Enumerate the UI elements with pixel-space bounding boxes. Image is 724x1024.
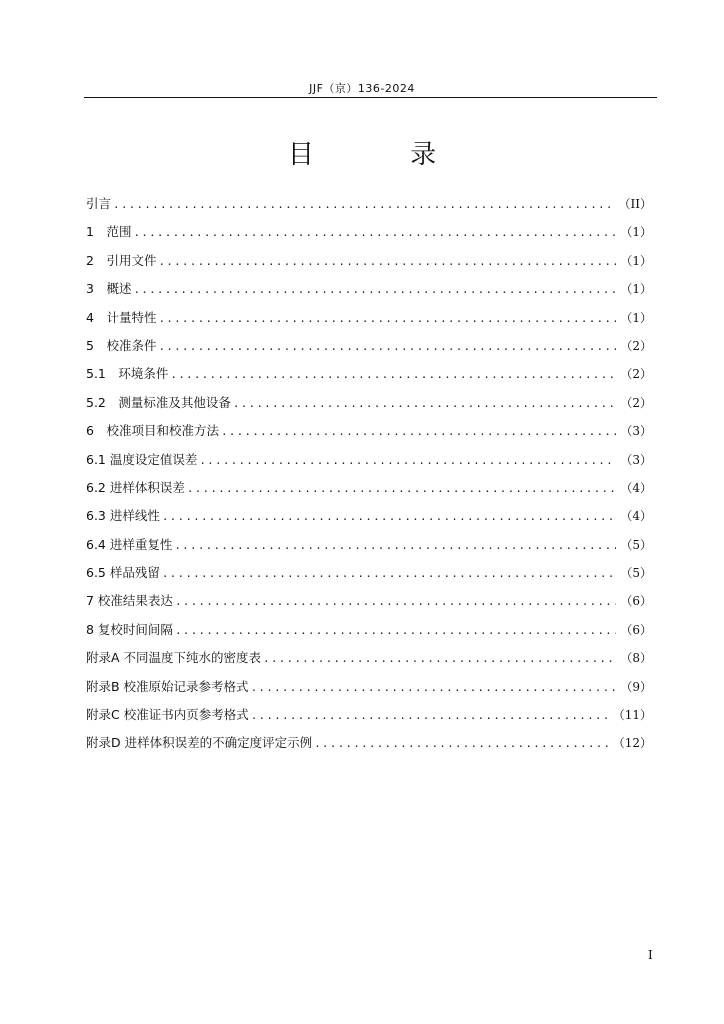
standard-code-header: JJF（京）136-2024 <box>309 82 415 95</box>
toc-entry-4[interactable] <box>86 304 652 332</box>
toc-entry-page: （3） <box>620 424 652 439</box>
toc-dot-leader <box>314 730 609 758</box>
toc-dot-leader <box>233 390 616 418</box>
toc-entry-label: 附录C 校准证书内页参考格式 <box>86 707 249 723</box>
toc-dot-leader <box>174 532 616 560</box>
toc-entry-page: （4） <box>620 509 652 524</box>
toc-entry-6-1[interactable] <box>86 446 652 474</box>
toc-entry-label: 7 校准结果表达 <box>86 593 173 609</box>
toc-entry-label: 引言 <box>86 196 112 211</box>
toc-entry-page: （2） <box>620 367 652 382</box>
toc-entry-2[interactable] <box>86 247 652 275</box>
toc-entry-appendix-c[interactable] <box>86 701 652 729</box>
toc-entry-appendix-b[interactable] <box>86 673 652 701</box>
toc-entry-label: 6.5 样品残留 <box>86 565 160 581</box>
toc-dot-leader <box>221 418 616 446</box>
toc-dot-leader <box>133 276 616 304</box>
toc-dot-leader <box>199 447 616 475</box>
toc-entry-1[interactable] <box>86 218 652 246</box>
toc-entry-label: 1 范围 <box>86 224 132 240</box>
toc-entry-page: （1） <box>620 310 652 325</box>
toc-dot-leader <box>162 503 617 531</box>
toc-entry-label: 4 计量特性 <box>86 309 157 325</box>
toc-dot-leader <box>170 361 616 389</box>
toc-entry-page: （9） <box>620 679 652 694</box>
toc-entry-appendix-d[interactable] <box>86 729 652 757</box>
toc-entry-label: 3 概述 <box>86 281 132 297</box>
toc-entry-5-1[interactable] <box>86 360 652 388</box>
toc-entry-8[interactable] <box>86 616 652 644</box>
toc-entry-appendix-a[interactable] <box>86 644 652 672</box>
toc-entry-page: （5） <box>620 537 652 552</box>
toc-dot-leader <box>113 191 615 219</box>
toc-entry-page: （1） <box>620 282 652 297</box>
toc-entry-5-2[interactable] <box>86 389 652 417</box>
toc-entry-page: （1） <box>620 225 652 240</box>
toc-entry-5[interactable] <box>86 332 652 360</box>
toc-entry-6[interactable] <box>86 417 652 445</box>
page-number: I <box>648 948 653 962</box>
toc-entry-label: 6 校准项目和校准方法 <box>86 423 219 439</box>
toc-dot-leader <box>251 702 609 730</box>
toc-entry-page: （6） <box>620 622 652 637</box>
toc-entry-3[interactable] <box>86 275 652 303</box>
toc-entry-label: 附录A 不同温度下纯水的密度表 <box>86 650 262 666</box>
toc-dot-leader <box>162 560 617 588</box>
toc-entry-page: （6） <box>620 594 652 609</box>
toc-entry-6-5[interactable] <box>86 559 652 587</box>
toc-entry-page: （11） <box>612 708 652 723</box>
toc-entry-label: 5 校准条件 <box>86 337 157 353</box>
toc-entry-label: 6.3 进样线性 <box>86 508 160 524</box>
toc-dot-leader <box>158 248 616 276</box>
toc-entry-page: （4） <box>620 480 652 495</box>
toc-entry-page: （5） <box>620 566 652 581</box>
toc-entry-label: 8 复校时间间隔 <box>86 621 173 637</box>
toc-entry-page: （2） <box>620 338 652 353</box>
header-rule <box>84 97 657 98</box>
toc-dot-leader <box>263 645 616 673</box>
toc-entry-7[interactable] <box>86 587 652 615</box>
toc-entry-6-4[interactable] <box>86 531 652 559</box>
toc-title: 目 录 <box>287 140 481 170</box>
toc-dot-leader <box>187 475 617 503</box>
toc-dot-leader <box>158 305 616 333</box>
toc-dot-leader <box>251 674 617 702</box>
toc-entry-label: 6.2 进样体积误差 <box>86 479 185 495</box>
toc-entry-page: （2） <box>620 395 652 410</box>
toc-entry-label: 6.4 进样重复性 <box>86 536 173 552</box>
toc-entry-page: （3） <box>620 452 652 467</box>
toc-entry-label: 6.1 温度设定值误差 <box>86 451 198 467</box>
toc-entry-page: （12） <box>612 736 652 751</box>
toc-entry-6-2[interactable] <box>86 474 652 502</box>
toc-dot-leader <box>133 219 616 247</box>
toc-entry-label: 附录D 进样体积误差的不确定度评定示例 <box>86 735 313 751</box>
toc-entry-label: 5.1 环境条件 <box>86 366 169 382</box>
toc-entry-label: 2 引用文件 <box>86 252 157 268</box>
toc-entry-page: （II） <box>618 197 652 211</box>
toc-entry-label: 附录B 校准原始记录参考格式 <box>86 678 249 694</box>
toc-entry-page: （1） <box>620 253 652 268</box>
toc-dot-leader <box>158 333 616 361</box>
toc-dot-leader <box>175 588 616 616</box>
table-of-contents <box>86 190 652 758</box>
toc-entry-foreword[interactable] <box>86 190 652 218</box>
toc-entry-label: 5.2 测量标准及其他设备 <box>86 394 231 410</box>
toc-entry-6-3[interactable] <box>86 502 652 530</box>
toc-dot-leader <box>175 617 616 645</box>
toc-entry-page: （8） <box>620 651 652 666</box>
